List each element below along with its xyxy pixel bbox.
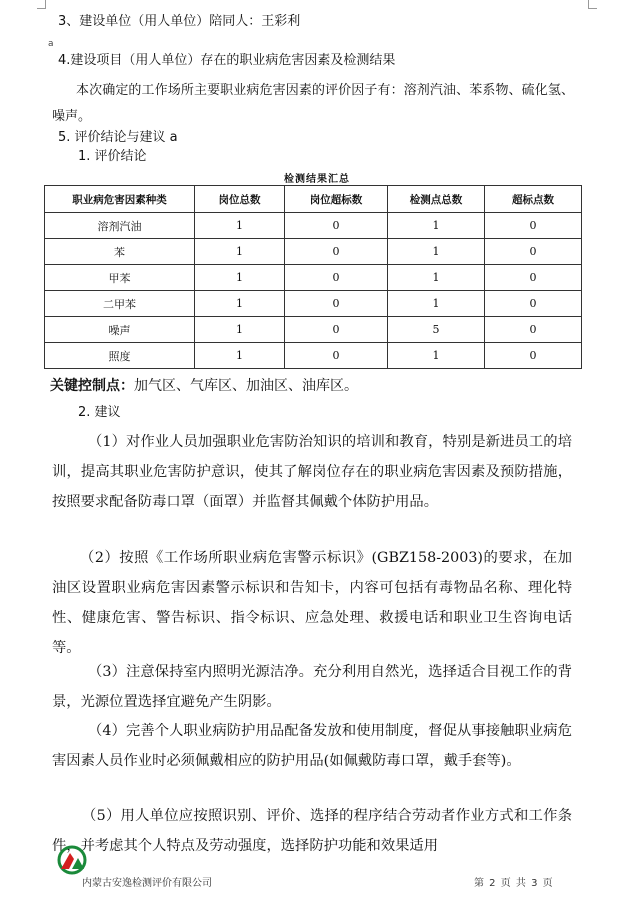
suggestion-paragraph: （4）完善个人职业病防护用品配备发放和使用制度，督促从事接触职业病危害因素人员作业时必须佩戴相应的防护用品(如佩戴防毒口罩，戴手套等)。	[52, 723, 572, 769]
key-control-points	[50, 375, 358, 395]
table-cell: 1	[195, 343, 285, 369]
header-cell: 超标点数	[485, 186, 582, 213]
section4-body: 本次确定的工作场所主要职业病危害因素的评价因子有：溶剂汽油、苯系物、硫化氢、噪声。	[52, 83, 574, 124]
table-cell: 5	[388, 317, 485, 343]
key-points-label: 关键控制点：	[50, 378, 134, 394]
paragraph-mark: a	[48, 39, 54, 49]
table-cell: 1	[195, 239, 285, 265]
table-cell: 0	[485, 343, 582, 369]
table-row	[45, 343, 582, 369]
conclusion-title: 1. 评价结论	[78, 149, 147, 164]
table-cell: 甲苯	[45, 265, 195, 291]
header-cell: 职业病危害因素种类	[45, 186, 195, 213]
table-cell: 0	[285, 343, 388, 369]
table-cell: 0	[285, 291, 388, 317]
table-cell: 1	[388, 213, 485, 239]
suggestion-paragraph: （3）注意保持室内照明光源洁净。充分利用自然光，选择适合目视工作的背景，光源位置选择宜避免产生阴影。	[52, 664, 572, 710]
table-cell: 噪声	[45, 317, 195, 343]
table-row	[45, 213, 582, 239]
table-cell: 1	[195, 213, 285, 239]
table-cell: 0	[485, 265, 582, 291]
table-cell: 1	[388, 343, 485, 369]
table-row	[45, 317, 582, 343]
table-cell: 1	[195, 291, 285, 317]
table-cell: 0	[285, 213, 388, 239]
footer-company: 内蒙古安逸检测评价有限公司	[82, 878, 212, 889]
suggestion-paragraph: （5）用人单位应按照识别、评价、选择的程序结合劳动者作业方式和工作条件，并考虑其个人特点及劳动强度，选择防护功能和效果适用	[52, 808, 572, 854]
table-cell: 0	[485, 213, 582, 239]
section5-title: 5. 评价结论与建议 a	[58, 130, 178, 145]
table-cell: 0	[485, 239, 582, 265]
suggestion-title: 2. 建议	[78, 405, 121, 420]
company-logo-icon	[55, 845, 89, 875]
footer-page-number: 第 2 页 共 3 页	[474, 878, 554, 889]
table-row	[45, 265, 582, 291]
table-row	[45, 291, 582, 317]
table-cell: 苯	[45, 239, 195, 265]
table-cell: 1	[195, 317, 285, 343]
table-cell: 0	[485, 291, 582, 317]
header-cell: 岗位总数	[195, 186, 285, 213]
escort-line: 3、建设单位（用人单位）陪同人：王彩利	[58, 14, 301, 29]
table-cell: 0	[285, 317, 388, 343]
margin-corner-mark	[37, 0, 46, 9]
table-row	[45, 239, 582, 265]
table-cell: 0	[285, 239, 388, 265]
header-cell: 岗位超标数	[285, 186, 388, 213]
table-cell: 照度	[45, 343, 195, 369]
table-cell: 0	[485, 317, 582, 343]
table-cell: 溶剂汽油	[45, 213, 195, 239]
section4-title: 4.建设项目（用人单位）存在的职业病危害因素及检测结果	[58, 53, 396, 68]
table-cell: 1	[388, 265, 485, 291]
table-cell: 1	[388, 291, 485, 317]
table-cell: 二甲苯	[45, 291, 195, 317]
suggestion-paragraph: （2）按照《工作场所职业病危害警示标识》(GBZ158-2003)的要求，在加油区设置职业病危害因素警示标识和告知卡，内容可包括有毒物品名称、理化特性、健康危害、警告标识、指令标识、应急处理、救援电话和职业卫生咨询电话等。	[52, 550, 572, 656]
suggestion-paragraph: （1）对作业人员加强职业危害防治知识的培训和教育，特别是新进员工的培训，提高其职业危害防护意识，使其了解岗位存在的职业病危害因素及预防措施，按照要求配备防毒口罩（面罩）并监督其佩戴个体防护用品。	[52, 434, 572, 510]
key-points-text: 加气区、气库区、加油区、油库区。	[134, 378, 358, 394]
table-cell: 0	[285, 265, 388, 291]
table-cell: 1	[195, 265, 285, 291]
results-table	[44, 185, 582, 369]
table-caption: 检测结果汇总	[284, 174, 350, 185]
table-cell: 1	[388, 239, 485, 265]
header-cell: 检测点总数	[388, 186, 485, 213]
margin-corner-mark	[588, 0, 597, 9]
table-header-row	[45, 186, 582, 213]
